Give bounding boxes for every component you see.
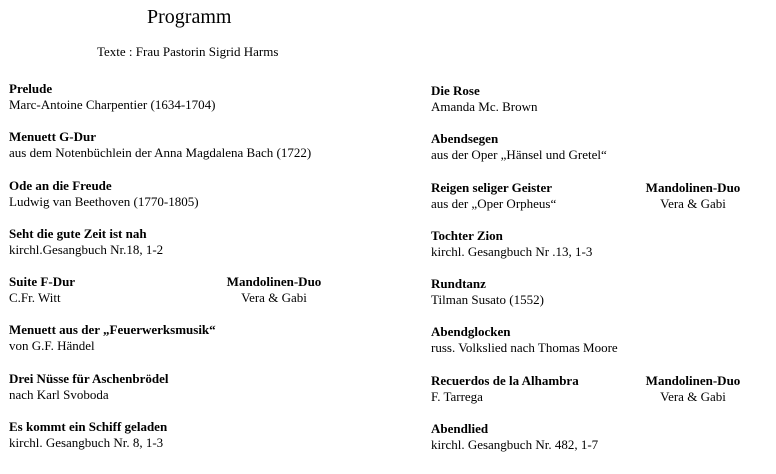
piece-title: Abendlied [431,421,489,437]
piece-detail: nach Karl Svoboda [9,386,109,402]
piece-title: Recuerdos de la Alhambra [431,372,579,388]
program-column-left [9,81,389,467]
program-column-right [431,83,776,469]
piece-title: Drei Nüsse für Aschenbrödel [9,370,169,386]
piece-detail: russ. Volkslied nach Thomas Moore [431,340,618,356]
piece-detail: Amanda Mc. Brown [431,99,538,114]
piece-title: Suite F-Dur [9,274,76,290]
program-entry [431,131,776,179]
piece-detail: kirchl. Gesangbuch Nr. 482, 1-7 [431,437,599,453]
piece-detail: Tilman Susato (1552) [431,292,544,308]
program-entry [431,180,776,228]
piece-title: Prelude [9,81,53,96]
piece-title: Tochter Zion [431,227,503,243]
performer-names: Vera & Gabi [660,195,726,211]
performer-group: Mandolinen-Duo [645,179,741,195]
program-entry [431,324,776,372]
piece-detail: kirchl.Gesangbuch Nr.18, 1-2 [9,241,164,257]
performer-group: Mandolinen-Duo [645,372,741,388]
performer-block [214,274,334,306]
piece-title: Abendsegen [431,131,499,147]
piece-title: Reigen seliger Geister [431,179,553,195]
program-entry [9,81,389,129]
piece-title: Abendglocken [431,324,511,340]
piece-detail: von G.F. Händel [9,338,95,354]
page-subtitle: Texte : Frau Pastorin Sigrid Harms [97,44,279,59]
program-entry [9,419,389,467]
piece-detail: Marc-Antoine Charpentier (1634-1704) [9,97,216,112]
program-entry [431,83,776,131]
program-entry [9,274,389,322]
performer-names: Vera & Gabi [241,290,307,306]
program-entry [9,322,389,370]
piece-detail: kirchl. Gesangbuch Nr. 8, 1-3 [9,435,164,451]
piece-detail: aus dem Notenbüchlein der Anna Magdalena Bach (1722) [9,145,312,161]
piece-detail: Ludwig van Beethoven (1770-1805) [9,193,199,209]
piece-title: Die Rose [431,83,480,98]
piece-title: Ode an die Freude [9,177,112,193]
program-entry [9,129,389,177]
piece-title: Es kommt ein Schiff geladen [9,419,168,435]
program-entry [9,226,389,274]
program-entry [431,373,776,421]
piece-title: Rundtanz [431,276,486,292]
piece-title: Menuett aus der „Feuerwerksmusik“ [9,322,216,338]
program-entry [9,178,389,226]
piece-detail: kirchl. Gesangbuch Nr .13, 1-3 [431,243,593,259]
program-entry [431,421,776,469]
performer-block [633,373,753,405]
performer-group: Mandolinen-Duo [226,274,322,290]
page-title: Programm [147,6,232,28]
piece-detail: aus der „Oper Orpheus“ [431,195,557,211]
piece-title: Menuett G-Dur [9,129,97,145]
piece-detail: C.Fr. Witt [9,290,61,306]
piece-title: Seht die gute Zeit ist nah [9,225,147,241]
piece-detail: aus der Oper „Hänsel und Gretel“ [431,147,607,163]
piece-detail: F. Tarrega [431,388,483,404]
performer-names: Vera & Gabi [660,388,726,404]
program-entry [9,371,389,419]
program-entry [431,276,776,324]
program-entry [431,228,776,276]
performer-block [633,180,753,212]
